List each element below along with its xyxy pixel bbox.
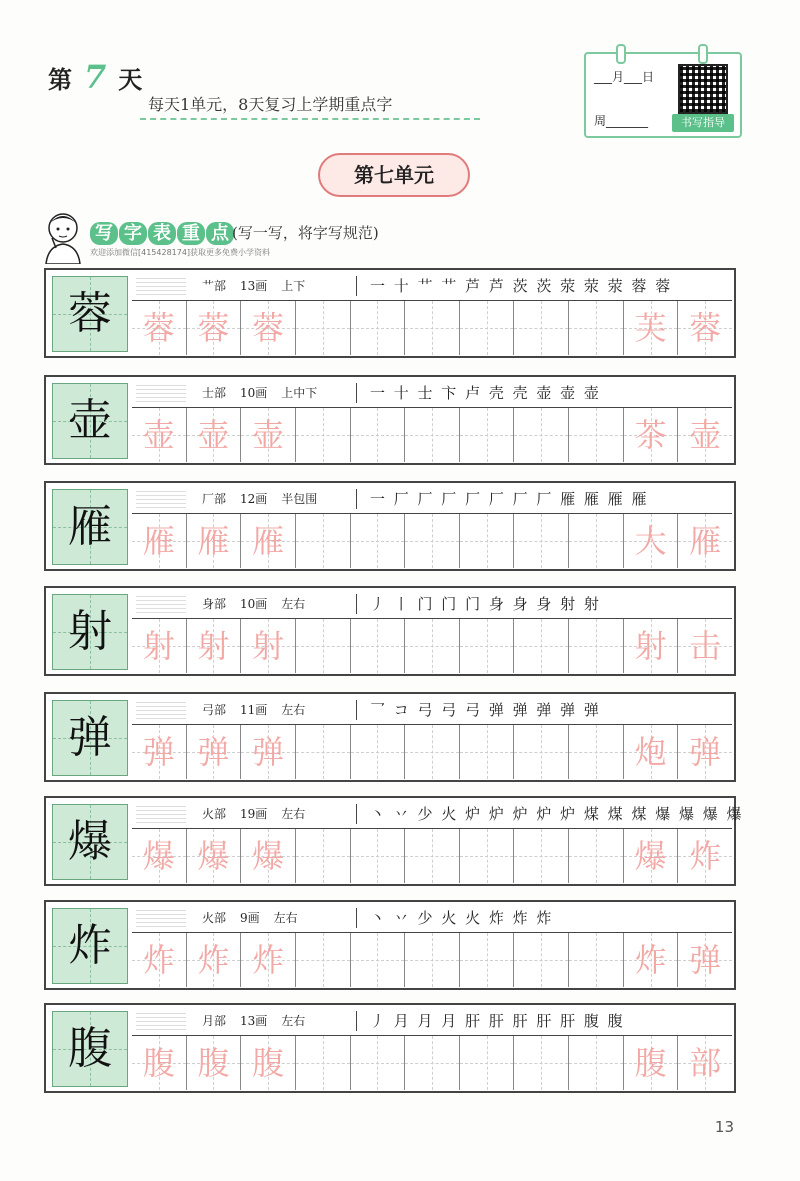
writing-cell[interactable] [569,1036,624,1090]
writing-cell[interactable] [569,933,624,987]
trace-character: 弹 [252,733,285,771]
writing-cell[interactable] [241,408,296,462]
divider [356,700,357,720]
practice-row [44,481,736,571]
word-character: 部 [689,1044,722,1082]
writing-cell[interactable] [405,1036,460,1090]
writing-cell[interactable] [241,829,296,883]
stroke-order: 丶 丷 少 火 火 炸 炸 炸 [370,909,554,927]
character-info [132,904,732,932]
writing-cell[interactable] [241,301,296,355]
writing-cell[interactable] [351,933,406,987]
model-character: 雁 [68,501,112,552]
word-character: 射 [634,627,667,665]
writing-cell[interactable] [241,1036,296,1090]
section-note: (写一写，将字写规范) [232,224,379,242]
pinyin-box[interactable] [136,909,186,927]
character-meta [202,800,319,828]
writing-grid [132,407,732,462]
writing-cell[interactable] [624,933,679,987]
stroke-count: 10画 [240,386,268,400]
writing-cell[interactable] [296,829,351,883]
divider [356,804,357,824]
writing-cell[interactable] [569,619,624,673]
writing-cell[interactable] [460,725,515,779]
writing-cell[interactable] [296,619,351,673]
writing-cell[interactable] [241,619,296,673]
stroke-count: 10画 [240,597,268,611]
section-label [90,219,235,245]
writing-grid [132,513,732,568]
character-meta [202,590,319,618]
stroke-count: 13画 [240,1014,268,1028]
trace-character: 蓉 [197,309,230,347]
word-character: 芙 [634,309,667,347]
divider [356,383,357,403]
model-character-box [52,489,128,565]
structure: 左右 [281,807,306,821]
writing-cell[interactable] [624,829,679,883]
writing-cell[interactable] [460,408,515,462]
word-character: 壶 [689,416,722,454]
pinyin-box[interactable] [136,384,186,402]
word-character: 弹 [689,733,722,771]
character-info [132,800,744,828]
child-thinking-icon [38,208,88,264]
word-character: 弹 [689,941,722,979]
day-title [48,58,144,96]
radical: 厂部 [202,492,227,506]
practice-row [44,375,736,465]
trace-character: 蓉 [252,309,285,347]
radical: 身部 [202,597,227,611]
writing-cell[interactable] [132,1036,187,1090]
writing-cell[interactable] [187,408,242,462]
writing-cell[interactable] [187,619,242,673]
pinyin-box[interactable] [136,277,186,295]
character-meta [202,1007,319,1035]
character-info [132,1007,732,1035]
structure: 左右 [273,911,298,925]
writing-cell[interactable] [132,514,187,568]
model-character: 弹 [68,712,112,763]
writing-cell[interactable] [296,408,351,462]
trace-character: 雁 [142,522,175,560]
day-suffix: 天 [118,65,145,94]
writing-cell[interactable] [296,1036,351,1090]
writing-cell[interactable] [405,933,460,987]
stroke-order: 丶 丷 少 火 炉 炉 炉 炉 炉 煤 煤 煤 爆 爆 爆 爆 [370,805,744,823]
writing-cell[interactable] [351,408,406,462]
word-character: 炸 [689,837,722,875]
practice-row [44,268,736,358]
writing-cell[interactable] [460,619,515,673]
stroke-order: 一 厂 厂 厂 厂 厂 厂 厂 雁 雁 雁 雁 [370,490,649,508]
writing-cell[interactable] [296,514,351,568]
model-character: 蓉 [68,288,112,339]
structure: 左右 [281,1014,306,1028]
radical: 火部 [202,911,227,925]
binder-ring-icon [616,44,626,64]
writing-cell[interactable] [296,933,351,987]
writing-cell[interactable] [514,514,569,568]
writing-cell[interactable] [460,933,515,987]
radical: 弓部 [202,703,227,717]
writing-grid [132,828,732,883]
week-line: 周_______ [594,114,649,128]
page-number: 13 [714,1118,734,1136]
subtitle-underline [140,118,480,120]
writing-cell[interactable] [514,725,569,779]
model-character-box [52,1011,128,1087]
stroke-order: 丿 丨 门 门 门 身 身 身 射 射 [370,595,601,613]
model-character: 壶 [68,395,112,446]
writing-cell[interactable] [187,829,242,883]
writing-cell[interactable] [460,829,515,883]
character-info [132,590,732,618]
word-character: 雁 [689,522,722,560]
writing-cell[interactable] [405,829,460,883]
structure: 半包围 [281,492,318,506]
pinyin-box[interactable] [136,701,186,719]
practice-row [44,1003,736,1093]
model-character: 炸 [68,920,112,971]
writing-cell[interactable] [351,514,406,568]
character-meta [202,904,312,932]
writing-cell[interactable] [514,301,569,355]
character-meta [202,379,331,407]
model-character: 射 [68,606,112,657]
writing-cell[interactable] [132,933,187,987]
divider [356,276,357,296]
writing-cell[interactable] [405,514,460,568]
writing-cell[interactable] [678,1036,732,1090]
subtitle: 每天1单元，8天复习上学期重点字 [148,95,393,114]
model-character-box [52,276,128,352]
model-character-box [52,700,128,776]
writing-grid [132,618,732,673]
structure: 左右 [281,597,306,611]
practice-row [44,796,744,886]
writing-cell[interactable] [132,301,187,355]
writing-cell[interactable] [187,933,242,987]
writing-cell[interactable] [678,933,732,987]
pinyin-box[interactable] [136,1012,186,1030]
pinyin-box[interactable] [136,490,186,508]
writing-cell[interactable] [569,408,624,462]
character-meta [202,485,331,513]
stroke-count: 9画 [240,911,260,925]
writing-cell[interactable] [569,829,624,883]
word-character: 炮 [634,733,667,771]
structure: 上下 [281,279,306,293]
qr-code-icon[interactable] [678,64,728,114]
day-number: 7 [84,58,109,96]
date-line: ___月___日 [594,70,655,84]
character-meta [202,272,319,300]
stroke-count: 11画 [240,703,268,717]
trace-character: 射 [197,627,230,665]
trace-character: 雁 [252,522,285,560]
pinyin-box[interactable] [136,595,186,613]
practice-row [44,692,736,782]
writing-cell[interactable] [132,829,187,883]
trace-character: 爆 [142,837,175,875]
writing-cell[interactable] [514,933,569,987]
trace-character: 蓉 [142,309,175,347]
character-info [132,379,732,407]
radical: 火部 [202,807,227,821]
writing-cell[interactable] [624,514,679,568]
writing-cell[interactable] [624,619,679,673]
divider [356,908,357,928]
section-label-char: 重 [177,222,205,245]
word-character: 蓉 [689,309,722,347]
model-character-box [52,383,128,459]
trace-character: 射 [142,627,175,665]
writing-grid [132,300,732,355]
model-character-box [52,804,128,880]
writing-cell[interactable] [460,514,515,568]
radical: 士部 [202,386,227,400]
character-info [132,272,732,300]
trace-character: 腹 [197,1044,230,1082]
word-character: 腹 [634,1044,667,1082]
writing-cell[interactable] [405,725,460,779]
stroke-count: 12画 [240,492,268,506]
writing-cell[interactable] [132,619,187,673]
writing-cell[interactable] [678,514,732,568]
stroke-order: 一 十 艹 艹 芦 芦 茨 茨 荥 荥 荥 蓉 蓉 [370,277,673,295]
trace-character: 腹 [252,1044,285,1082]
trace-character: 弹 [197,733,230,771]
writing-cell[interactable] [569,514,624,568]
character-info [132,696,732,724]
stroke-count: 13画 [240,279,268,293]
writing-cell[interactable] [514,408,569,462]
word-character: 茶 [634,416,667,454]
model-character-box [52,908,128,984]
writing-cell[interactable] [569,725,624,779]
writing-cell[interactable] [624,408,679,462]
tiny-note: 欢迎添加微信[415428174]获取更多免费小学资料 [90,248,271,257]
trace-character: 腹 [142,1044,175,1082]
binder-ring-icon [698,44,708,64]
writing-cell[interactable] [187,725,242,779]
trace-character: 爆 [197,837,230,875]
stroke-order: 丿 月 月 月 肝 肝 肝 肝 肝 腹 腹 [370,1012,625,1030]
qr-label: 书写指导 [672,114,734,132]
writing-cell[interactable] [351,1036,406,1090]
trace-character: 壶 [252,416,285,454]
trace-character: 爆 [252,837,285,875]
writing-cell[interactable] [351,725,406,779]
writing-cell[interactable] [241,725,296,779]
structure: 上中下 [281,386,318,400]
word-character: 炸 [634,941,667,979]
writing-cell[interactable] [514,619,569,673]
practice-row [44,900,736,990]
trace-character: 雁 [197,522,230,560]
writing-cell[interactable] [132,725,187,779]
writing-cell[interactable] [514,1036,569,1090]
writing-cell[interactable] [624,1036,679,1090]
writing-cell[interactable] [296,725,351,779]
character-meta [202,696,319,724]
trace-character: 射 [252,627,285,665]
writing-cell[interactable] [187,1036,242,1090]
radical: 月部 [202,1014,227,1028]
model-character: 腹 [68,1023,112,1074]
word-character: 击 [689,627,722,665]
radical: 艹部 [202,279,227,293]
writing-cell[interactable] [569,301,624,355]
writing-cell[interactable] [460,1036,515,1090]
date-box [584,52,742,138]
section-label-char: 点 [206,222,234,245]
writing-cell[interactable] [678,619,732,673]
writing-cell[interactable] [678,829,732,883]
section-label-char: 表 [148,222,176,245]
writing-cell[interactable] [405,619,460,673]
divider [356,489,357,509]
section-label-char: 写 [90,222,118,245]
writing-cell[interactable] [514,829,569,883]
trace-character: 弹 [142,733,175,771]
writing-cell[interactable] [132,408,187,462]
model-character: 爆 [68,816,112,867]
section-label-char: 字 [119,222,147,245]
writing-cell[interactable] [624,301,679,355]
writing-cell[interactable] [351,619,406,673]
writing-grid [132,1035,732,1090]
writing-cell[interactable] [678,408,732,462]
word-character: 爆 [634,837,667,875]
writing-cell[interactable] [296,301,351,355]
structure: 左右 [281,703,306,717]
trace-character: 壶 [142,416,175,454]
writing-cell[interactable] [405,408,460,462]
writing-cell[interactable] [405,301,460,355]
writing-cell[interactable] [460,301,515,355]
day-prefix: 第 [48,65,74,94]
character-info [132,485,732,513]
writing-cell[interactable] [351,301,406,355]
writing-cell[interactable] [241,933,296,987]
trace-character: 炸 [252,941,285,979]
writing-cell[interactable] [187,514,242,568]
stroke-order: 乛 コ 弓 弓 弓 弹 弹 弹 弹 弹 [370,701,601,719]
trace-character: 壶 [197,416,230,454]
writing-cell[interactable] [624,725,679,779]
divider [356,594,357,614]
writing-cell[interactable] [351,829,406,883]
writing-cell[interactable] [187,301,242,355]
model-character-box [52,594,128,670]
practice-row [44,586,736,676]
divider [356,1011,357,1031]
stroke-order: 一 十 士 卞 卢 壳 壳 壶 壶 壶 [370,384,601,402]
pinyin-box[interactable] [136,805,186,823]
unit-title: 第七单元 [318,153,470,197]
stroke-count: 19画 [240,807,268,821]
writing-cell[interactable] [678,725,732,779]
writing-grid [132,724,732,779]
word-character: 大 [634,522,667,560]
trace-character: 炸 [197,941,230,979]
writing-cell[interactable] [241,514,296,568]
trace-character: 炸 [142,941,175,979]
writing-cell[interactable] [678,301,732,355]
writing-grid [132,932,732,987]
